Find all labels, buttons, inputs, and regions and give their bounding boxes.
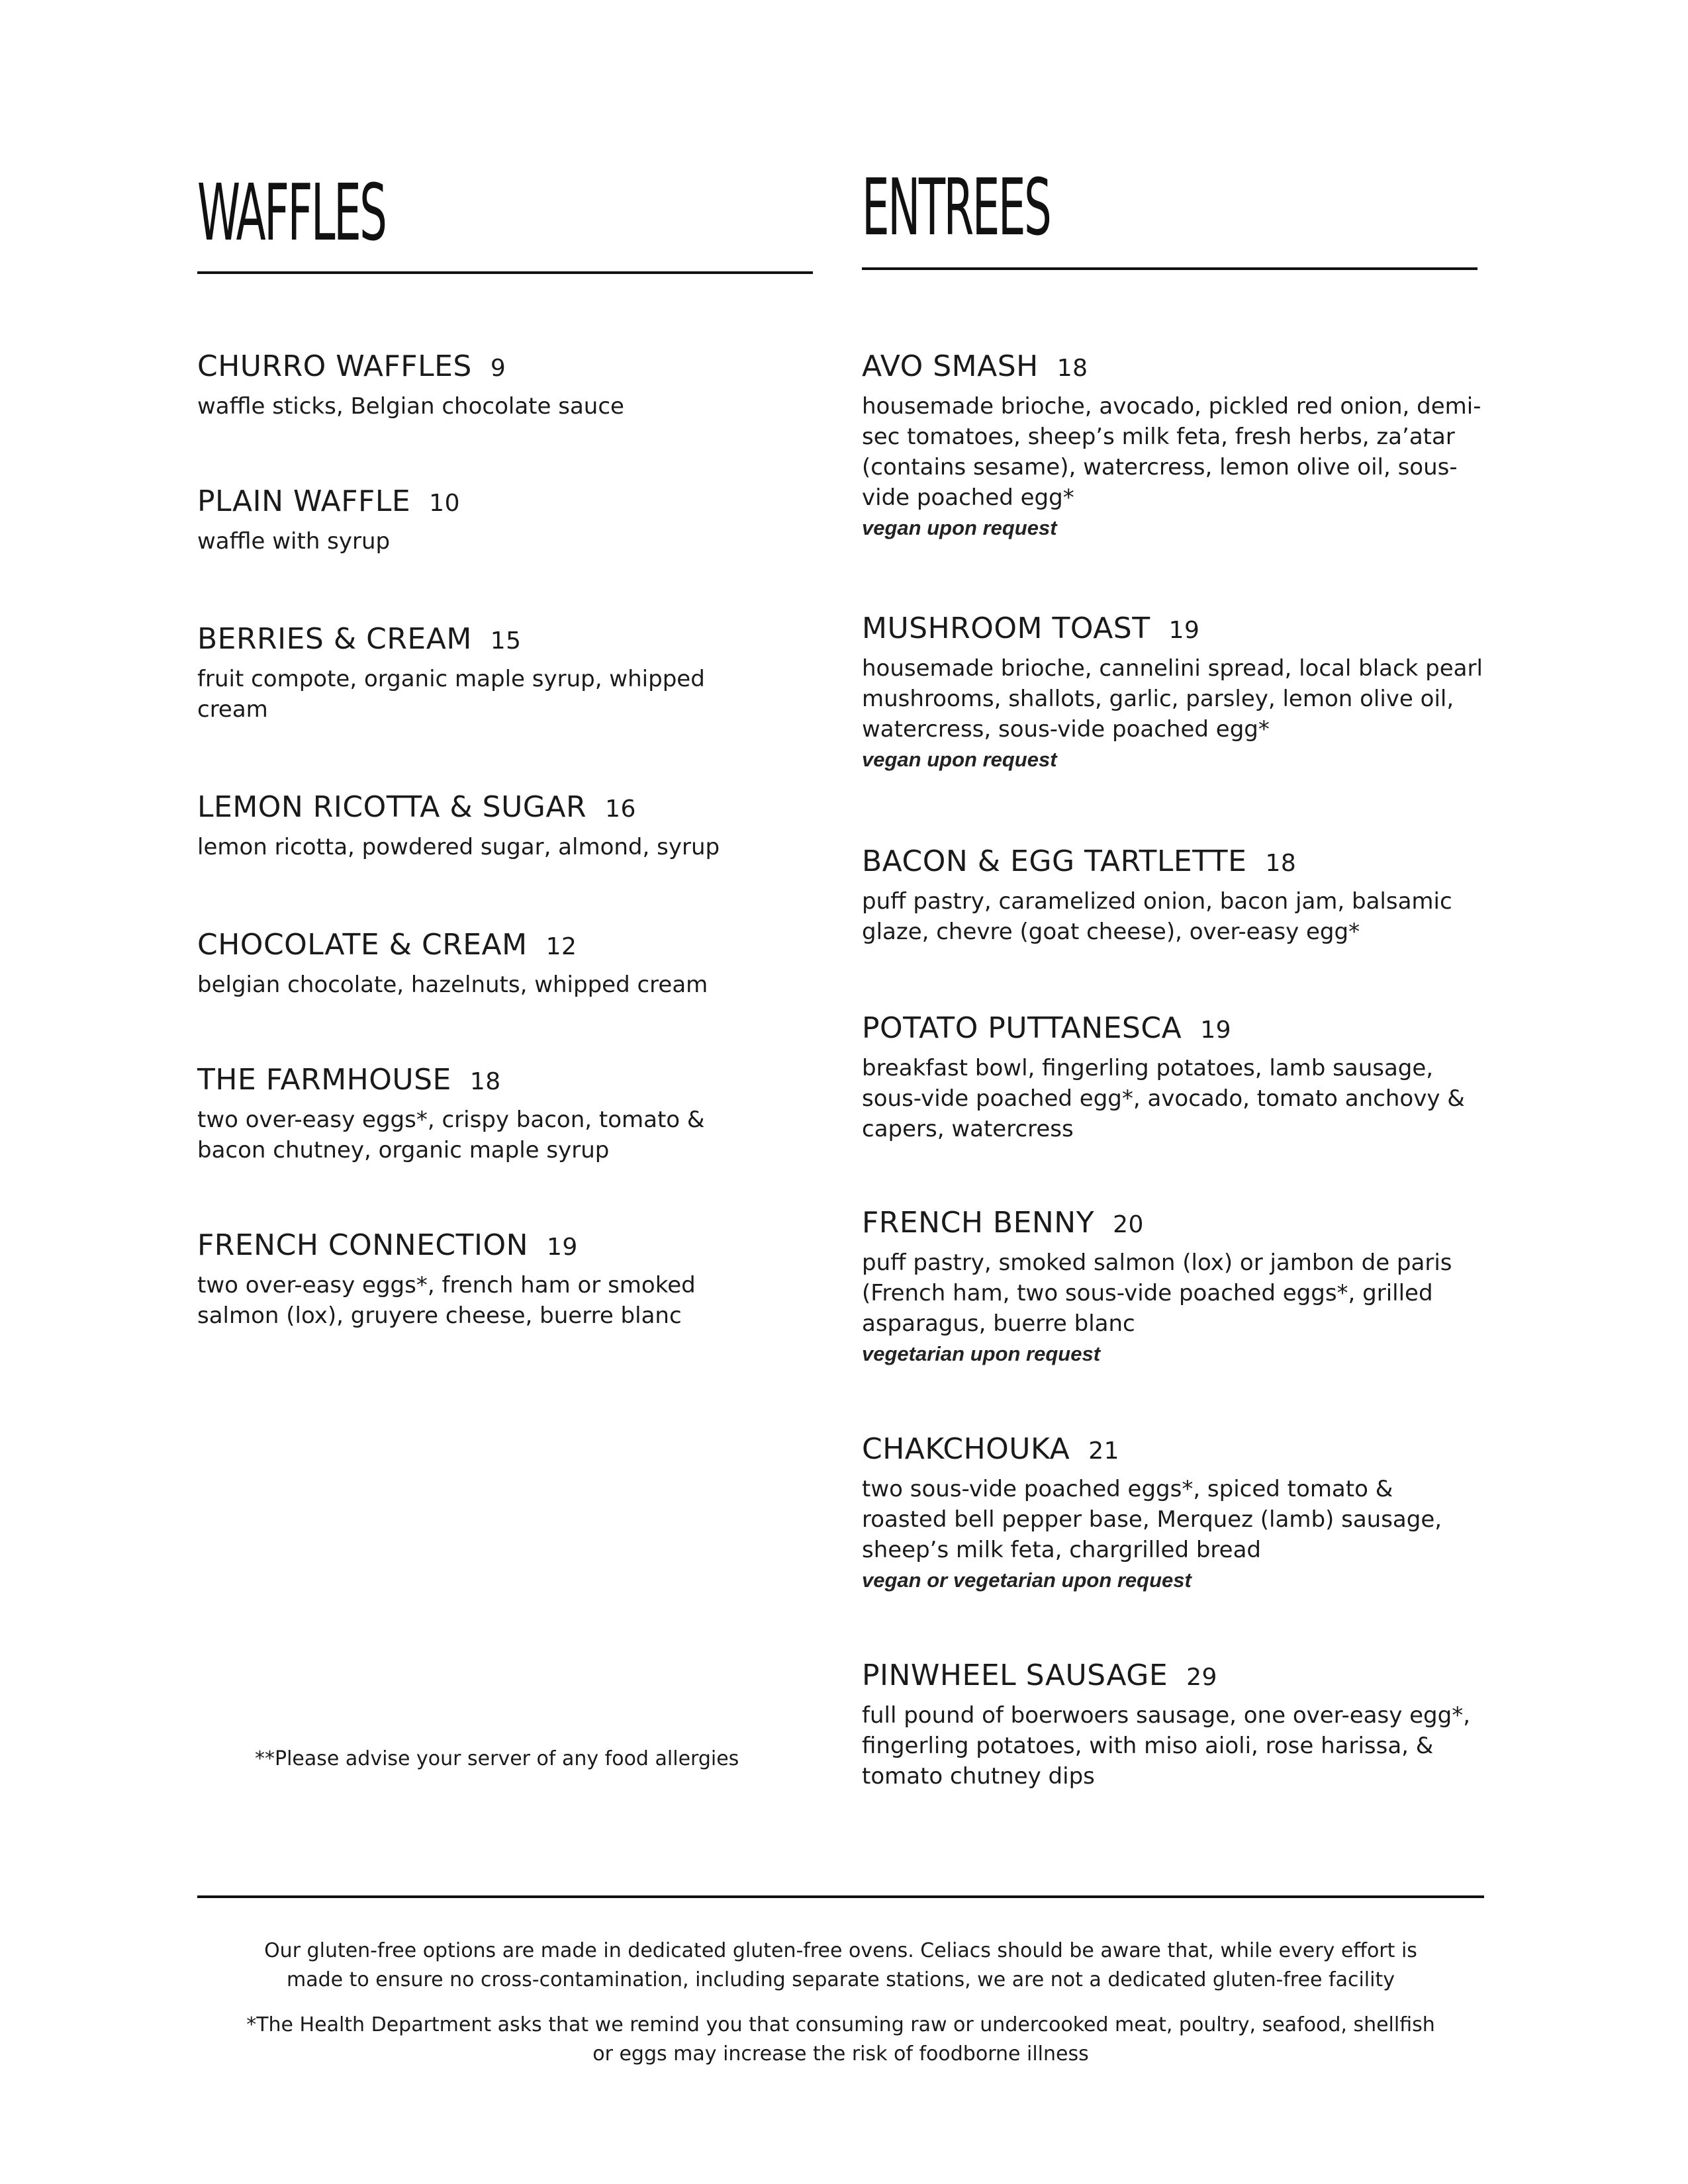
item-price: 10: [429, 490, 460, 517]
item-name: PINWHEEL SAUSAGE: [862, 1659, 1168, 1692]
menu-item-avo-smash: [862, 348, 1484, 543]
gluten-free-disclaimer: [197, 1936, 1484, 1995]
item-dietary-note: vegan or vegetarian upon request: [862, 1569, 1192, 1592]
menu-item-french-connection: [197, 1227, 813, 1331]
item-price: 16: [605, 796, 636, 823]
item-name: BERRIES & CREAM: [197, 622, 472, 656]
item-description: full pound of boerwoers sausage, one over-easy egg*, fingerling potatoes, with miso aioli, rose harissa, & tomato chutney dips: [862, 1702, 1471, 1790]
item-price: 19: [547, 1234, 578, 1261]
health-line-2: or eggs may increase the risk of foodborne illness: [592, 2042, 1089, 2066]
item-description: housemade brioche, avocado, pickled red onion, demi-sec tomatoes, sheep’s milk feta, fresh herbs, za’atar (contains sesame), watercress, lemon olive oil, sous-vide poached egg*: [862, 393, 1481, 511]
menu-item-berries-cream: [197, 621, 813, 725]
item-name: PLAIN WAFFLE: [197, 484, 411, 518]
item-description: waffle sticks, Belgian chocolate sauce: [197, 393, 624, 420]
item-name: POTATO PUTTANESCA: [862, 1011, 1182, 1045]
item-name: THE FARMHOUSE: [197, 1063, 451, 1097]
item-name: BACON & EGG TARTLETTE: [862, 844, 1247, 878]
menu-item-bacon-egg-tartlette: [862, 843, 1484, 947]
entrees-title: ENTREES: [862, 161, 1051, 253]
item-name: AVO SMASH: [862, 349, 1039, 383]
item-description: waffle with syrup: [197, 528, 391, 555]
item-price: 18: [1265, 850, 1297, 877]
item-dietary-note: vegetarian upon request: [862, 1342, 1101, 1365]
health-department-disclaimer: [197, 2011, 1484, 2069]
item-price: 15: [490, 627, 522, 655]
item-description: two over-easy eggs*, french ham or smoked salmon (lox), gruyere cheese, buerre blanc: [197, 1272, 696, 1329]
item-dietary-note: vegan upon request: [862, 748, 1057, 771]
waffles-title: WAFFLES: [197, 167, 386, 258]
menu-item-potato-puttanesca: [862, 1010, 1484, 1144]
item-description: two over-easy eggs*, crispy bacon, tomato & bacon chutney, organic maple syrup: [197, 1107, 705, 1163]
item-name: MUSHROOM TOAST: [862, 612, 1150, 645]
item-price: 29: [1186, 1664, 1217, 1691]
health-line-1: *The Health Department asks that we remind you that consuming raw or undercooked meat, poultry, seafood, shellfish: [246, 2013, 1435, 2036]
item-description: breakfast bowl, fingerling potatoes, lamb sausage, sous-vide poached egg*, avocado, tomato anchovy & capers, watercress: [862, 1055, 1465, 1142]
item-description: fruit compote, organic maple syrup, whipped cream: [197, 666, 705, 723]
item-name: FRENCH BENNY: [862, 1206, 1095, 1240]
item-price: 18: [469, 1068, 501, 1095]
item-price: 19: [1168, 617, 1200, 644]
menu-item-mushroom-toast: [862, 610, 1484, 775]
item-description: two sous-vide poached eggs*, spiced tomato & roasted bell pepper base, Merquez (lamb) sausage, sheep’s milk feta, chargrilled bread: [862, 1476, 1442, 1563]
item-price: 9: [490, 355, 506, 382]
entrees-title-rule: [862, 267, 1477, 270]
item-description: housemade brioche, cannelini spread, local black pearl mushrooms, shallots, garlic, parsley, lemon olive oil, watercress, sous-vide poached egg*: [862, 655, 1483, 743]
item-name: CHURRO WAFFLES: [197, 349, 472, 383]
item-description: belgian chocolate, hazelnuts, whipped cream: [197, 972, 708, 998]
menu-item-french-benny: [862, 1205, 1484, 1369]
item-description: puff pastry, smoked salmon (lox) or jambon de paris (French ham, two sous-vide poached eggs*, grilled asparagus, buerre blanc: [862, 1250, 1452, 1337]
menu-item-chakchouka: [862, 1431, 1484, 1596]
menu-item-plain-waffle: [197, 483, 813, 557]
menu-item-the-farmhouse: [197, 1062, 813, 1165]
menu-item-chocolate-cream: [197, 927, 813, 1000]
item-price: 18: [1056, 355, 1088, 382]
item-name: FRENCH CONNECTION: [197, 1228, 528, 1262]
gluten-free-line-2: made to ensure no cross-contamination, including separate stations, we are not a dedicated gluten-free facility: [286, 1968, 1395, 1991]
item-description: lemon ricotta, powdered sugar, almond, syrup: [197, 834, 720, 860]
item-price: 12: [545, 933, 577, 960]
item-price: 19: [1200, 1017, 1231, 1044]
item-dietary-note: vegan upon request: [862, 516, 1057, 539]
allergy-note: **Please advise your server of any food allergies: [255, 1747, 739, 1770]
item-price: 21: [1088, 1437, 1119, 1465]
waffles-title-rule: [197, 271, 813, 274]
item-name: CHOCOLATE & CREAM: [197, 928, 528, 962]
menu-item-lemon-ricotta-sugar: [197, 789, 813, 862]
item-description: puff pastry, caramelized onion, bacon jam, balsamic glaze, chevre (goat cheese), over-easy egg*: [862, 888, 1452, 945]
footer-rule: [197, 1895, 1484, 1898]
item-price: 20: [1113, 1211, 1144, 1238]
item-name: CHAKCHOUKA: [862, 1432, 1070, 1466]
item-name: LEMON RICOTTA & SUGAR: [197, 790, 587, 824]
menu-item-churro-waffles: [197, 348, 813, 422]
menu-item-pinwheel-sausage: [862, 1657, 1484, 1792]
gluten-free-line-1: Our gluten-free options are made in dedicated gluten-free ovens. Celiacs should be aware that, while every effort is: [264, 1939, 1417, 1962]
